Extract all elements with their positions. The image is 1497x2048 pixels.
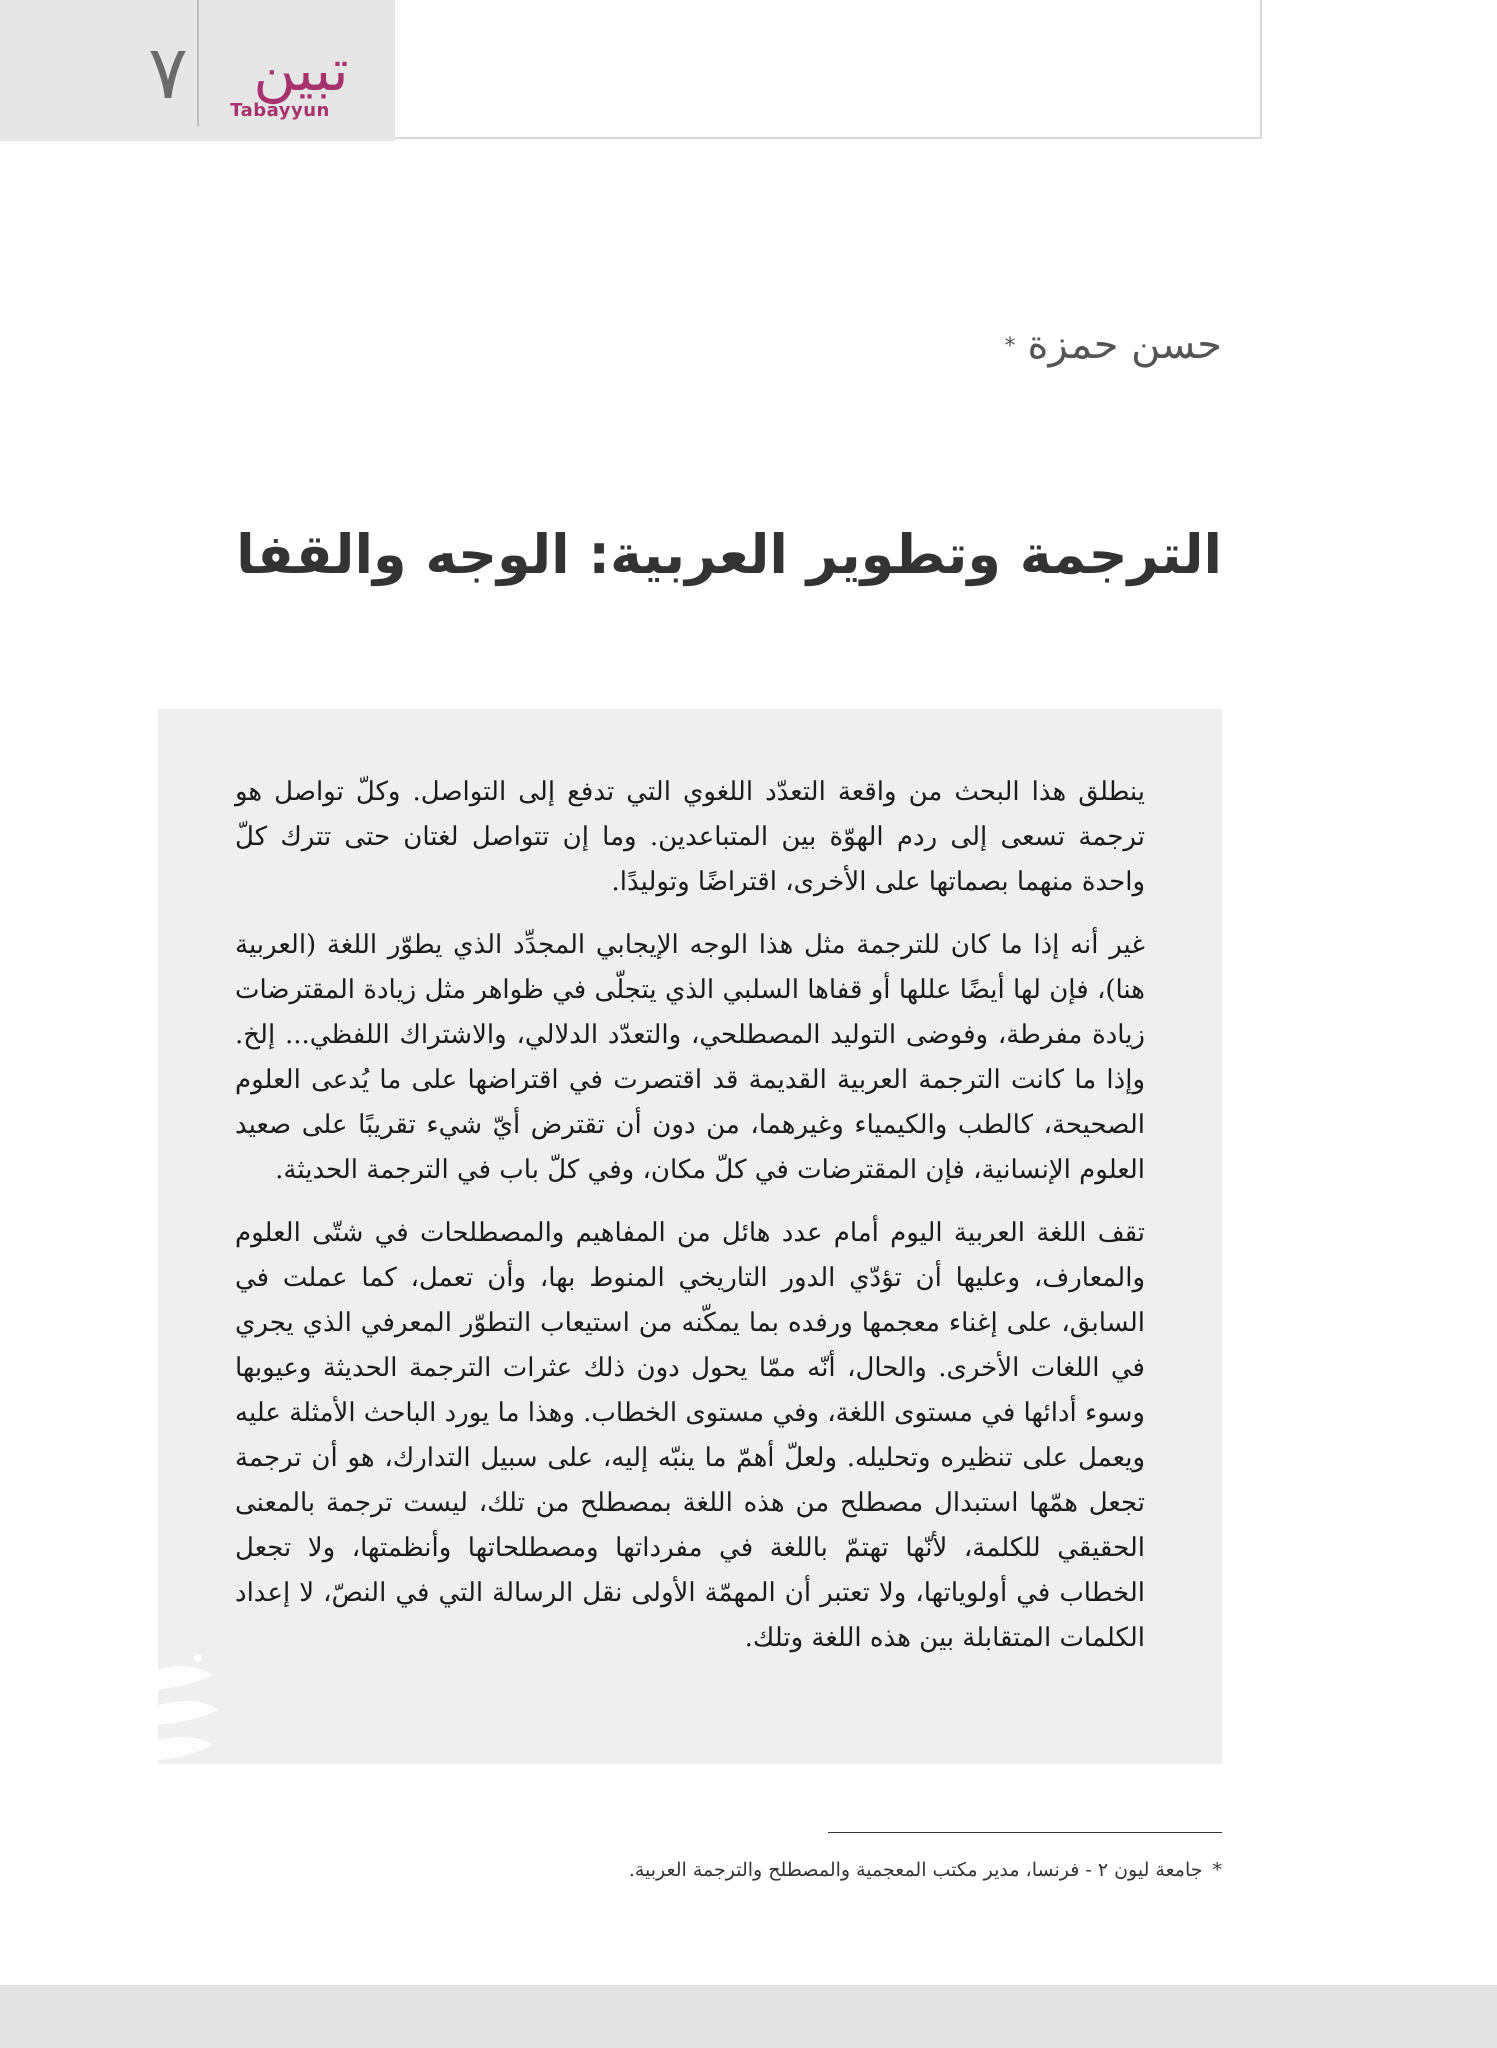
logo-watermark-icon bbox=[158, 1650, 228, 1770]
abstract-paragraph: غير أنه إذا ما كان للترجمة مثل هذا الوجه الإيجابي المجدِّد الذي يطوّر اللغة (العربية هنا)، فإن لها أيضًا عللها أو قفاها السلبي الذي يتجلّى في ظواهر مثل زيادة المقترضات زيادة مفرطة، وفوضى التوليد المصطلحي، والتعدّد الدلالي، والاشتراك اللفظي... إلخ. وإذا ما كانت الترجمة العربية القديمة قد اقتصرت في اقتراضها على ما يُدعى العلوم الصحيحة، كالطب والكيمياء وغيرهما، من دون أن تقترض أيّ شيء تقريبًا على صعيد العلوم الإنسانية، فإن المقترضات في كلّ مكان، وفي كلّ باب في الترجمة الحديثة. bbox=[235, 930, 1145, 1185]
header-divider bbox=[197, 0, 199, 126]
footnote-rule bbox=[828, 1832, 1222, 1833]
bottom-band bbox=[0, 1985, 1497, 2048]
article-title: الترجمة وتطوير العربية: الوجه والقفا bbox=[236, 523, 1222, 586]
journal-logo-english: Tabayyun bbox=[230, 100, 330, 121]
abstract-text bbox=[235, 770, 1145, 1679]
author-line bbox=[622, 315, 1222, 375]
journal-logo-arabic: تبين bbox=[253, 36, 349, 104]
abstract-paragraph: ينطلق هذا البحث من واقعة التعدّد اللغوي التي تدفع إلى التواصل. وكلّ تواصل هو ترجمة تسعى إلى ردم الهوّة بين المتباعدين. وما إن تتواصل لغتان حتى تترك كلّ واحدة منهما بصماتها على الأخرى، اقتراضًا وتوليدًا. bbox=[235, 777, 1145, 897]
footnote bbox=[322, 1850, 1222, 1890]
footnote-mark: * bbox=[1212, 1859, 1222, 1881]
author-footnote-mark: * bbox=[1004, 334, 1016, 359]
footnote-text: جامعة ليون ٢ - فرنسا، مدير مكتب المعجمية والمصطلح والترجمة العربية. bbox=[628, 1859, 1203, 1881]
abstract-paragraph: تقف اللغة العربية اليوم أمام عدد هائل من المفاهيم والمصطلحات في شتّى العلوم والمعارف، وعليها أن تؤدّي الدور التاريخي المنوط بها، وأن تعمل، كما عملت في السابق، على إغناء معجمها ورفده بما يمكّنه من استيعاب التطوّر المعرفي الذي يجري في اللغات الأخرى. والحال، أنّه ممّا يحول دون ذلك عثرات الترجمة الحديثة وعيوبها وسوء أدائها في مستوى اللغة، وفي مستوى الخطاب. وهذا ما يورد الباحث الأمثلة عليه ويعمل على تنظيره وتحليله. ولعلّ أهمّ ما ينبّه إليه، على سبيل التدارك، هو أن ترجمة تجعل همّها استبدال مصطلح من هذه اللغة بمصطلح من تلك، ليست ترجمة بالمعنى الحقيقي للكلمة، لأنّها تهتمّ باللغة في مفرداتها ومصطلحاتها وأنظمتها، ولا تجعل الخطاب في أولوياتها، ولا تعتبر أن المهمّة الأولى نقل الرسالة التي في النصّ، لا إعداد الكلمات المتقابلة بين هذه اللغة وتلك. bbox=[235, 1218, 1145, 1653]
author-name: حسن حمزة bbox=[1027, 322, 1222, 368]
page-number: ٧ bbox=[148, 30, 188, 116]
